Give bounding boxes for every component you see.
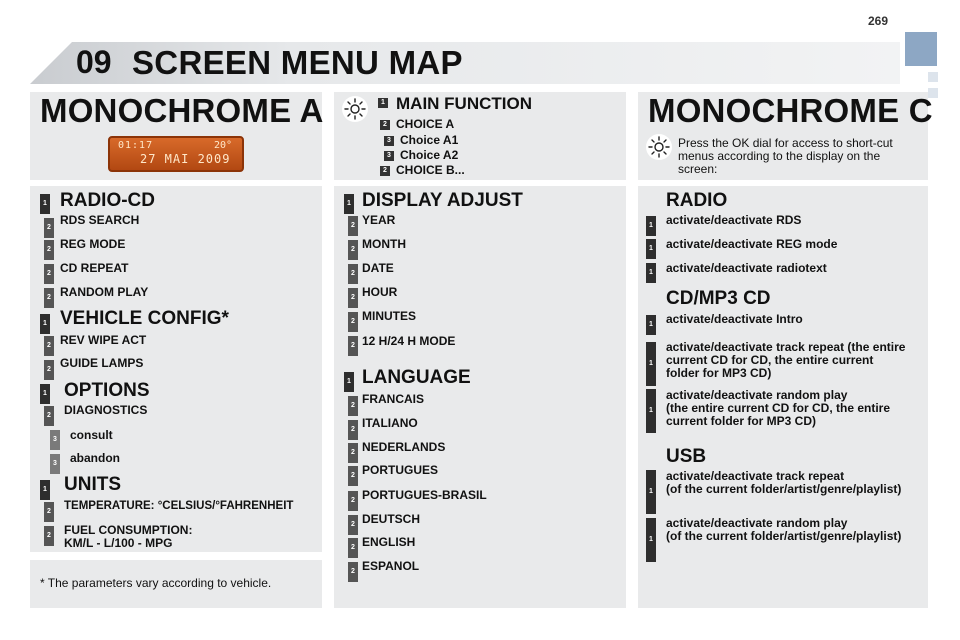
menu-item: Choice A2 xyxy=(400,148,459,162)
monochrome-c-title: MONOCHROME C xyxy=(648,92,933,129)
level-badge: 2 xyxy=(380,120,390,130)
level-badge: 2 xyxy=(348,420,358,440)
menu-item: FUEL CONSUMPTION: xyxy=(64,523,193,537)
menu-item: folder for MP3 CD) xyxy=(666,366,772,380)
menu-item: DIAGNOSTICS xyxy=(64,403,148,417)
sun-brightness-icon xyxy=(646,134,672,160)
section-usb: USB xyxy=(666,446,707,467)
menu-item: (the entire current CD for CD, the entire xyxy=(666,401,891,415)
level-badge: 1 xyxy=(646,342,656,386)
corner-dot xyxy=(928,72,938,82)
level-badge: 1 xyxy=(40,384,50,404)
lcd-time: 01:17 xyxy=(118,140,154,151)
level-badge: 2 xyxy=(348,491,358,511)
level-badge: 2 xyxy=(44,526,54,546)
menu-item: (of the current folder/artist/genre/playlist) xyxy=(666,482,902,496)
section-radio-cd: RADIO-CD xyxy=(60,190,155,211)
corner-square xyxy=(905,32,937,66)
level-badge: 2 xyxy=(44,288,54,308)
level-badge: 1 xyxy=(40,194,50,214)
menu-item: CHOICE A xyxy=(396,117,455,131)
level-badge: 2 xyxy=(44,502,54,522)
footnote-marker: * xyxy=(40,576,45,590)
level-badge: 1 xyxy=(646,263,656,283)
section-vehicle-config: VEHICLE CONFIG* xyxy=(60,308,229,329)
level-badge: 2 xyxy=(348,515,358,535)
menu-item: RDS SEARCH xyxy=(60,213,140,227)
menu-item: MINUTES xyxy=(362,309,416,323)
monochrome-a-title: MONOCHROME A xyxy=(40,92,324,129)
level-badge: 1 xyxy=(646,239,656,259)
section-display-adjust: DISPLAY ADJUST xyxy=(362,190,523,211)
level-badge: 2 xyxy=(348,264,358,284)
lcd-display-image xyxy=(108,136,244,172)
menu-item: (of the current folder/artist/genre/playlist) xyxy=(666,529,902,543)
level-badge: 2 xyxy=(348,466,358,486)
level-badge: 1 xyxy=(344,372,354,392)
menu-item: activate/deactivate radiotext xyxy=(666,261,827,275)
level-badge: 3 xyxy=(384,151,394,161)
level-badge: 1 xyxy=(40,480,50,500)
menu-item: current CD for CD, the entire current xyxy=(666,353,874,367)
menu-item: activate/deactivate track repeat (the entire xyxy=(666,340,906,354)
level-badge: 2 xyxy=(348,562,358,582)
level-badge: 2 xyxy=(348,443,358,463)
section-language: LANGUAGE xyxy=(362,367,471,388)
menu-item: Choice A1 xyxy=(400,133,459,147)
menu-item: DEUTSCH xyxy=(362,512,421,526)
menu-item: current folder for MP3 CD) xyxy=(666,414,817,428)
sun-brightness-icon xyxy=(342,96,368,122)
menu-item: REV WIPE ACT xyxy=(60,333,147,347)
menu-item: REG MODE xyxy=(60,237,126,251)
intro-text: screen: xyxy=(678,162,718,176)
section-units: UNITS xyxy=(64,474,121,495)
page-number: 269 xyxy=(868,14,889,28)
level-badge: 2 xyxy=(44,264,54,284)
footnote xyxy=(40,576,271,590)
section-cd-mp3: CD/MP3 CD xyxy=(666,288,771,309)
menu-item: activate/deactivate random play xyxy=(666,516,848,530)
level-badge: 2 xyxy=(44,360,54,380)
level-badge: 1 xyxy=(646,216,656,236)
level-badge: 2 xyxy=(348,336,358,356)
level-badge: 2 xyxy=(348,288,358,308)
level-badge: 1 xyxy=(646,470,656,514)
level-badge: 1 xyxy=(344,194,354,214)
menu-item: CHOICE B... xyxy=(396,163,465,177)
menu-item: NEDERLANDS xyxy=(362,440,446,454)
menu-item: ENGLISH xyxy=(362,535,416,549)
menu-item: TEMPERATURE: °CELSIUS/°FAHRENHEIT xyxy=(64,500,294,512)
level-badge: 2 xyxy=(44,218,54,238)
level-badge: 1 xyxy=(646,518,656,562)
chapter-number: 09 xyxy=(76,44,112,80)
menu-item: CD REPEAT xyxy=(60,261,129,275)
menu-item: activate/deactivate REG mode xyxy=(666,237,838,251)
level-badge: 2 xyxy=(44,406,54,426)
level-badge: 1 xyxy=(646,315,656,335)
menu-item: FRANCAIS xyxy=(362,392,424,406)
level-badge: 3 xyxy=(50,430,60,450)
level-badge: 2 xyxy=(348,538,358,558)
page-title: SCREEN MENU MAP xyxy=(132,44,463,81)
menu-item: RANDOM PLAY xyxy=(60,285,149,299)
lcd-date: 27 MAI 2009 xyxy=(140,152,231,166)
level-badge: 1 xyxy=(378,98,388,108)
menu-item: PORTUGUES xyxy=(362,463,439,477)
menu-item: ESPANOL xyxy=(362,559,420,573)
section-main-function: MAIN FUNCTION xyxy=(396,94,532,113)
menu-item: PORTUGUES-BRASIL xyxy=(362,488,487,502)
level-badge: 2 xyxy=(44,336,54,356)
level-badge: 3 xyxy=(384,136,394,146)
menu-item: YEAR xyxy=(362,213,396,227)
section-radio: RADIO xyxy=(666,190,728,211)
level-badge: 2 xyxy=(380,166,390,176)
level-badge: 2 xyxy=(348,312,358,332)
menu-item: consult xyxy=(70,428,113,442)
intro-text: Press the OK dial for access to short-cut xyxy=(678,136,893,150)
menu-item: ITALIANO xyxy=(362,416,418,430)
section-options: OPTIONS xyxy=(64,380,150,401)
level-badge: 2 xyxy=(44,240,54,260)
menu-item: activate/deactivate Intro xyxy=(666,312,803,326)
level-badge: 1 xyxy=(646,389,656,433)
level-badge: 1 xyxy=(40,314,50,334)
menu-item: DATE xyxy=(362,261,394,275)
footnote-text: The parameters vary according to vehicle. xyxy=(44,576,272,590)
menu-item: activate/deactivate RDS xyxy=(666,213,802,227)
level-badge: 2 xyxy=(348,240,358,260)
intro-text: menus according to the display on the xyxy=(678,149,881,163)
menu-item: 12 H/24 H MODE xyxy=(362,334,456,348)
menu-item: activate/deactivate random play xyxy=(666,388,848,402)
menu-item: GUIDE LAMPS xyxy=(60,356,144,370)
menu-item: MONTH xyxy=(362,237,406,251)
level-badge: 2 xyxy=(348,216,358,236)
menu-item: HOUR xyxy=(362,285,398,299)
menu-item: activate/deactivate track repeat xyxy=(666,469,845,483)
menu-item: abandon xyxy=(70,451,120,465)
lcd-temp: 20° xyxy=(213,140,232,151)
menu-item: KM/L - L/100 - MPG xyxy=(64,536,173,550)
level-badge: 3 xyxy=(50,454,60,474)
level-badge: 2 xyxy=(348,396,358,416)
